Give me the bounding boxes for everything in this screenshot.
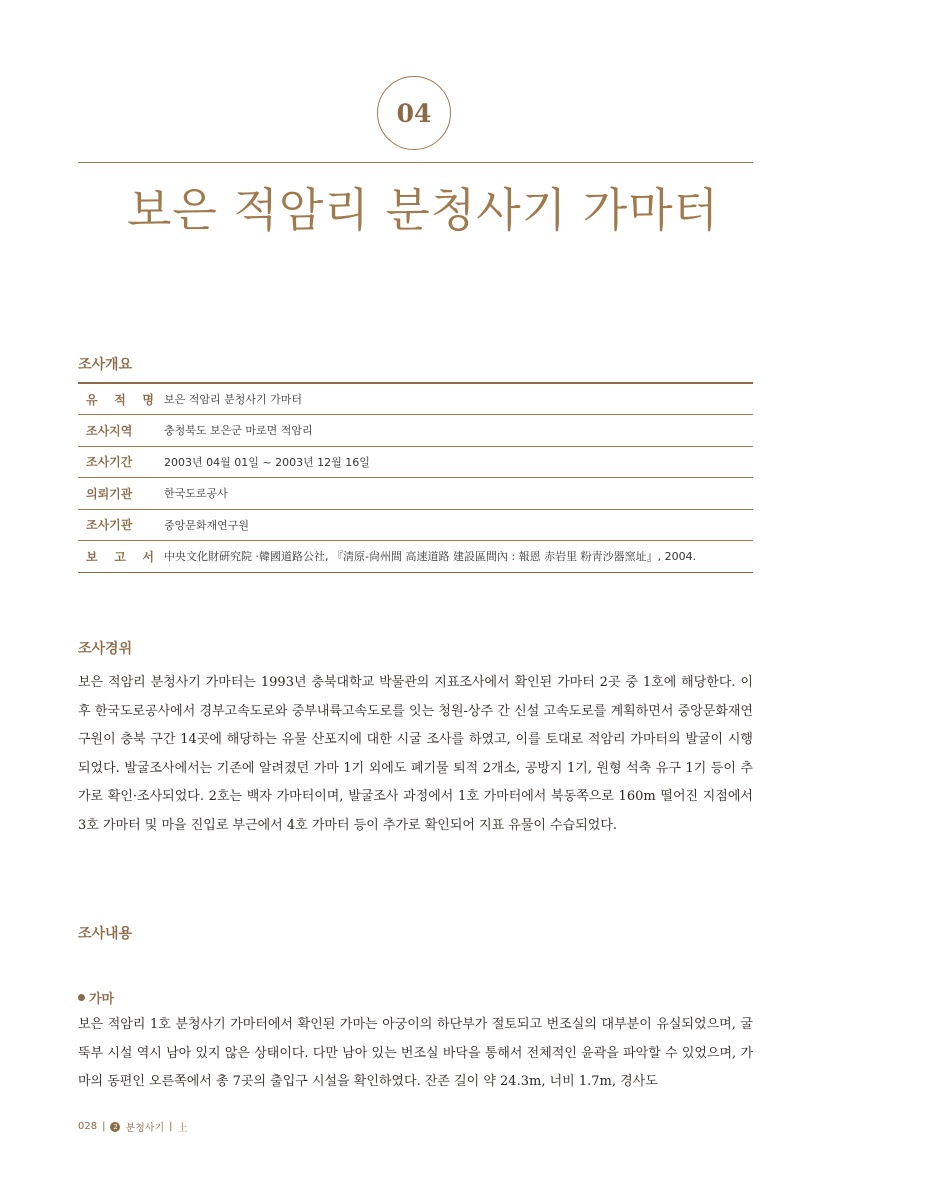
table-row xyxy=(78,509,753,541)
kiln-subheading xyxy=(78,988,114,1007)
table-row xyxy=(78,383,753,415)
page-title: 보은 적암리 분청사기 가마터 xyxy=(127,183,720,237)
page-footer xyxy=(78,1119,187,1134)
row-label: 의뢰기관 xyxy=(86,486,133,501)
kiln-paragraph: 보은 적암리 1호 분청사기 가마터에서 확인된 가마는 아궁이의 하단부가 절토되고 번조실의 대부분이 유실되었으며, 굴뚝부 시설 역시 남아 있지 않은 상태이다. 다만 남아 있는 번조실 바닥을 통해서 전체적인 윤곽을 파악할 수 있었으며, 가마의 동편인 오른쪽에서 총 7곳의 출입구 시설을 확인하였다. 잔존 길이 약 24.3m, 너비 1.7m, 경사도 xyxy=(78,1017,753,1089)
table-row xyxy=(78,446,753,478)
title-rule xyxy=(78,162,753,163)
overview-table xyxy=(78,382,753,573)
row-value: 中央文化財硏究院 ·韓國道路公社, 『淸原-尙州間 高速道路 建設區間內 : 報恩 赤岩里 粉靑沙器窯址』, 2004. xyxy=(164,550,697,564)
background-paragraph: 보은 적암리 분청사기 가마터는 1993년 충북대학교 박물관의 지표조사에서 확인된 가마터 2곳 중 1호에 해당한다. 이후 한국도로공사에서 경부고속도로와 중부내륙고속도로를 잇는 청원-상주 간 신설 고속도로를 계획하면서 중앙문화재연구원이 충북 구간 14곳에 해당하는 유물 산포지에 대한 시굴 조사를 하였고, 이를 토대로 적암리 가마터의 발굴이 시행되었다. 발굴조사에서는 기존에 알려졌던 가마 1기 외에도 폐기물 퇴적 2개소, 공방지 1기, 원형 석축 유구 1기 등이 추가로 확인·조사되었다. 2호는 백자 가마터이며, 발굴조사 과정에서 1호 가마터에서 북동쪽으로 160m 떨어진 지점에서 3호 가마터 및 마을 진입로 부근에서 4호 가마터 등이 추가로 확인되어 지표 유물이 수습되었다. xyxy=(78,675,753,833)
row-label: 조사지역 xyxy=(86,423,133,438)
kiln-subheading-label: 가마 xyxy=(89,992,115,1007)
chapter-number-badge xyxy=(377,76,451,150)
row-label: 조사기간 xyxy=(86,455,133,470)
footer-section: 분청사기 xyxy=(125,1123,165,1134)
footer-separator: | xyxy=(102,1121,106,1132)
chapter-number: 04 xyxy=(396,98,432,128)
bullet-icon xyxy=(78,994,85,1001)
volume-circle-icon: 2 xyxy=(110,1122,120,1132)
footer-separator-2: | xyxy=(169,1121,173,1132)
row-value: 보은 적암리 분청사기 가마터 xyxy=(164,393,303,406)
background-heading: 조사경위 xyxy=(78,641,133,657)
table-row xyxy=(78,415,753,447)
row-value: 중앙문화재연구원 xyxy=(164,518,250,532)
row-label: 조사기관 xyxy=(86,518,133,533)
table-row xyxy=(78,541,753,573)
overview-heading: 조사개요 xyxy=(78,357,133,373)
row-value: 2003년 04월 01일 ~ 2003년 12월 16일 xyxy=(164,455,370,469)
row-label: 보 고 서 xyxy=(86,549,154,564)
row-value: 한국도로공사 xyxy=(164,487,228,501)
contents-heading: 조사내용 xyxy=(78,926,133,942)
row-value: 충청북도 보은군 마로면 적암리 xyxy=(164,424,313,438)
table-row xyxy=(78,478,753,510)
footer-volume: 上 xyxy=(177,1123,188,1134)
page-number: 028 xyxy=(78,1121,98,1132)
row-label: 유 적 명 xyxy=(86,392,154,407)
